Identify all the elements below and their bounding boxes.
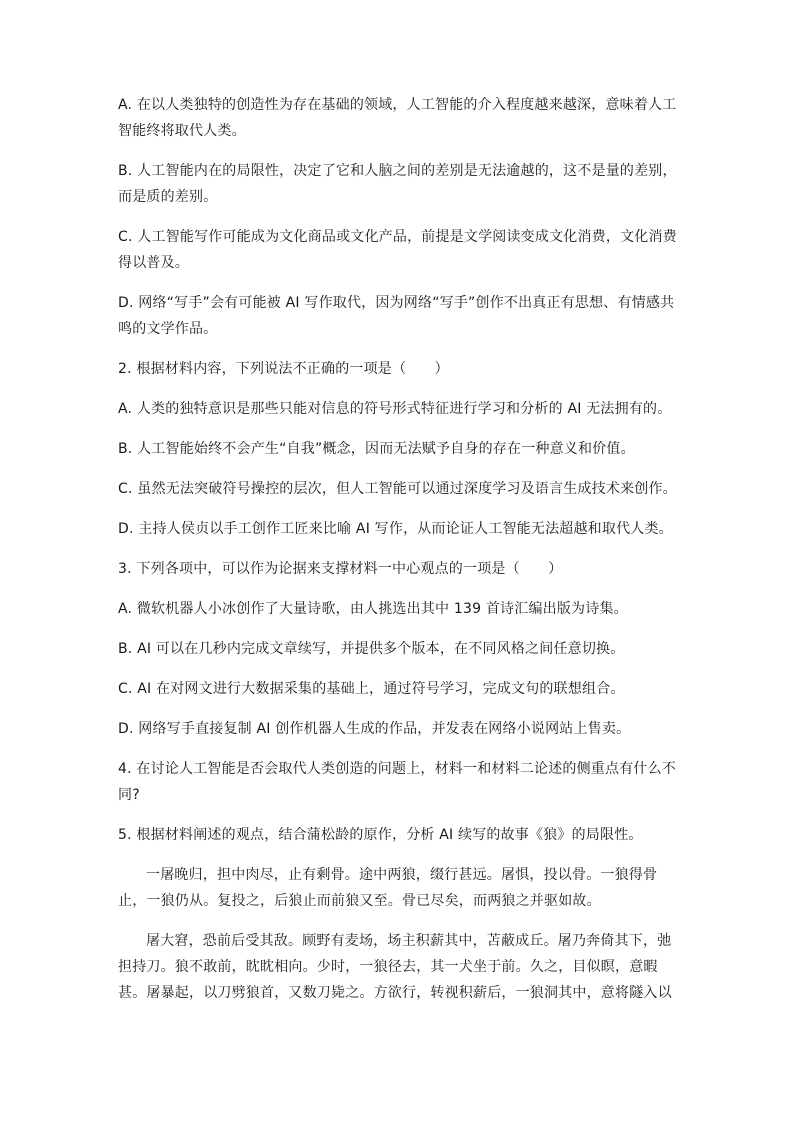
option-d-q3: D. 网络写手直接复制 AI 创作机器人生成的作品，并发表在网络小说网站上售卖。 xyxy=(118,721,631,737)
question-3: 3. 下列各项中，可以作为论据来支撑材料一中心观点的一项是（ ） xyxy=(118,561,563,577)
question-4: 4. 在讨论人工智能是否会取代人类创造的问题上，材料一和材料二论述的侧重点有什么不同? xyxy=(118,761,677,803)
option-b-q3: B. AI 可以在几秒内完成文章续写，并提供多个版本，在不同风格之间任意切换。 xyxy=(118,641,625,657)
option-a-q1: A. 在以人类独特的创造性为存在基础的领域，人工智能的介入程度越来越深，意味着人工智能终将取代人类。 xyxy=(118,97,677,139)
wolf-passage-paragraph-2: 屠大窘，恐前后受其敌。顾野有麦场，场主积薪其中，苫蔽成丘。屠乃奔倚其下，弛担持刀。狼不敢前，眈眈相向。少时，一狼径去，其一犬坐于前。久之，目似瞑，意暇甚。屠暴起，以刀劈狼首，又数刀毙之。方欲行，转视积薪后，一狼洞其中，意将隧入以 xyxy=(118,933,672,1001)
option-c-q3: C. AI 在对网文进行大数据采集的基础上，通过符号学习，完成文句的联想组合。 xyxy=(118,681,625,697)
option-b-q2: B. 人工智能始终不会产生“自我”概念，因而无法赋予自身的存在一种意义和价值。 xyxy=(118,441,635,457)
option-c-q1: C. 人工智能写作可能成为文化商品或文化产品，前提是文学阅读变成文化消费，文化消费得以普及。 xyxy=(118,229,677,271)
page-content xyxy=(118,92,678,1020)
option-b-q1: B. 人工智能内在的局限性，决定了它和人脑之间的差别是无法逾越的，这不是量的差别，而是质的差别。 xyxy=(118,163,677,205)
option-a-q2: A. 人类的独特意识是那些只能对信息的符号形式特征进行学习和分析的 AI 无法拥有的。 xyxy=(118,401,672,417)
option-d-q2: D. 主持人侯贞以手工创作工匠来比喻 AI 写作，从而论证人工智能无法超越和取代人类。 xyxy=(118,521,673,537)
wolf-passage-paragraph-1: 一屠晚归，担中肉尽，止有剩骨。途中两狼，缀行甚远。屠惧，投以骨。一狼得骨止，一狼仍从。复投之，后狼止而前狼又至。骨已尽矣，而两狼之并驱如故。 xyxy=(118,867,658,909)
option-c-q2: C. 虽然无法突破符号操控的层次，但人工智能可以通过深度学习及语言生成技术来创作。 xyxy=(118,481,677,497)
option-a-q3: A. 微软机器人小冰创作了大量诗歌，由人挑选出其中 139 首诗汇编出版为诗集。 xyxy=(118,601,628,617)
question-5: 5. 根据材料阐述的观点，结合蒲松龄的原作，分析 AI 续写的故事《狼》的局限性。 xyxy=(118,827,643,843)
option-d-q1: D. 网络“写手”会有可能被 AI 写作取代，因为网络“写手”创作不出真正有思想、有情感共鸣的文学作品。 xyxy=(118,295,675,337)
question-2: 2. 根据材料内容，下列说法不正确的一项是（ ） xyxy=(118,361,449,377)
